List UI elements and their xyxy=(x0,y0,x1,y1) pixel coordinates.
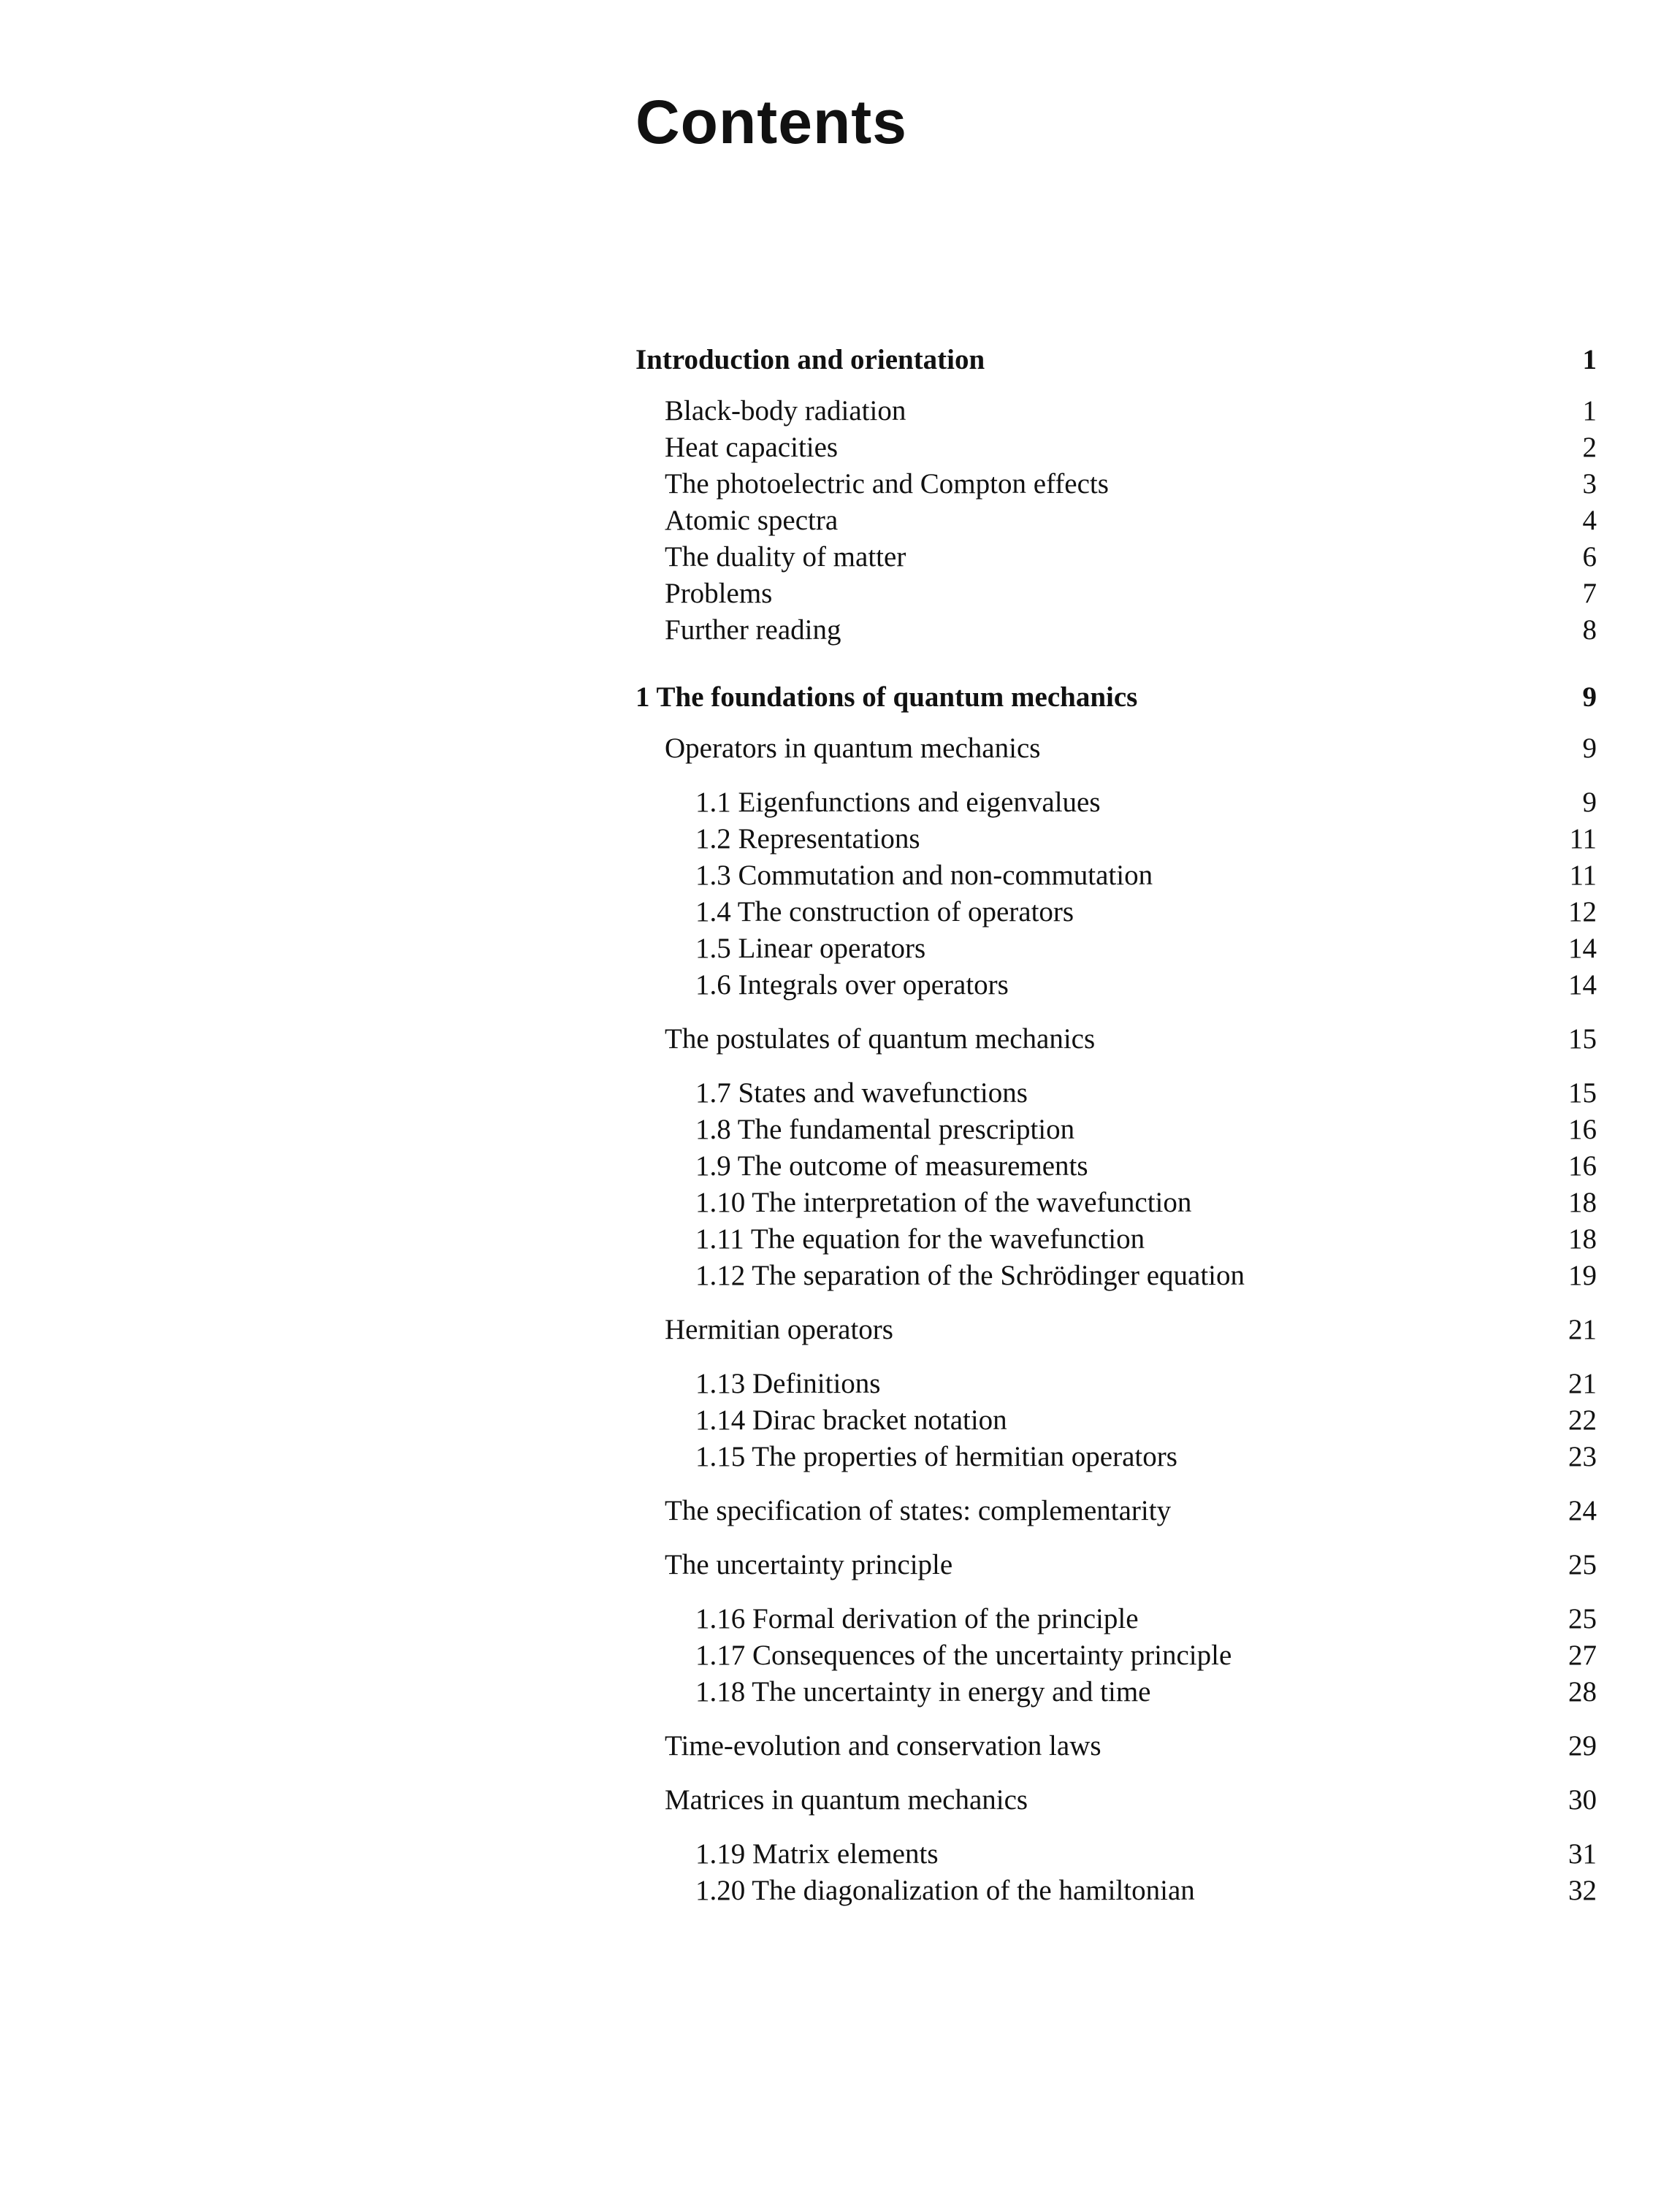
toc-entry-title: 1.10 The interpretation of the wavefunction xyxy=(695,1187,1192,1218)
toc-entry-page-number: 21 xyxy=(1568,1368,1597,1399)
toc-entry-page-number: 3 xyxy=(1582,468,1597,500)
toc-entry-page-number: 16 xyxy=(1568,1150,1597,1182)
toc-entry-section[interactable] xyxy=(635,429,1597,466)
toc-entry-sub[interactable] xyxy=(635,1221,1597,1258)
toc-entry-page-number: 30 xyxy=(1568,1784,1597,1816)
toc-entry-title: 1.7 States and wavefunctions xyxy=(695,1077,1028,1109)
toc-entry-page-number: 8 xyxy=(1582,614,1597,646)
toc-entry-page-number: 11 xyxy=(1569,860,1597,891)
toc-entry-sub[interactable] xyxy=(635,1185,1597,1221)
toc-entry-section[interactable] xyxy=(635,502,1597,539)
toc-entry-page-number: 24 xyxy=(1568,1495,1597,1526)
toc-entry-page-number: 29 xyxy=(1568,1730,1597,1762)
toc-entry-page-number: 23 xyxy=(1568,1441,1597,1472)
toc-entry-page-number: 7 xyxy=(1582,578,1597,609)
toc-entry-page-number: 22 xyxy=(1568,1404,1597,1436)
toc-entry-section[interactable] xyxy=(635,1728,1597,1764)
toc-entry-section[interactable] xyxy=(635,576,1597,612)
toc-entry-title: 1.15 The properties of hermitian operators xyxy=(695,1441,1177,1472)
toc-entry-title: The duality of matter xyxy=(665,541,906,573)
toc-entry-section[interactable] xyxy=(635,612,1597,649)
toc-entry-page-number: 14 xyxy=(1568,969,1597,1001)
toc-entry-section[interactable] xyxy=(635,1312,1597,1348)
toc-entry-part[interactable] xyxy=(635,679,1597,716)
toc-entry-page-number: 14 xyxy=(1568,933,1597,964)
toc-entry-page-number: 9 xyxy=(1582,733,1597,764)
toc-entry-sub[interactable] xyxy=(635,1674,1597,1710)
toc-entry-title: Problems xyxy=(665,578,773,609)
toc-entry-title: 1.14 Dirac bracket notation xyxy=(695,1404,1007,1436)
toc-entry-title: 1.9 The outcome of measurements xyxy=(695,1150,1088,1182)
toc-entry-section[interactable] xyxy=(635,730,1597,767)
toc-entry-page-number: 18 xyxy=(1568,1223,1597,1255)
toc-entry-sub[interactable] xyxy=(635,821,1597,857)
toc-entry-title: 1.19 Matrix elements xyxy=(695,1838,939,1870)
toc-entry-page-number: 15 xyxy=(1568,1023,1597,1055)
toc-entry-page-number: 28 xyxy=(1568,1676,1597,1708)
toc-entry-part[interactable] xyxy=(635,342,1597,378)
toc-entry-page-number: 16 xyxy=(1568,1114,1597,1145)
toc-entry-page-number: 2 xyxy=(1582,432,1597,463)
toc-entry-sub[interactable] xyxy=(635,1366,1597,1402)
toc-entry-page-number: 1 xyxy=(1582,344,1597,375)
toc-entry-section[interactable] xyxy=(635,539,1597,576)
toc-entry-title: 1.8 The fundamental prescription xyxy=(695,1114,1075,1145)
toc-entry-sub[interactable] xyxy=(635,1601,1597,1637)
toc-entry-sub[interactable] xyxy=(635,1873,1597,1909)
toc-entry-title: 1.2 Representations xyxy=(695,823,920,854)
toc-entry-title: Black-body radiation xyxy=(665,395,906,427)
toc-entry-page-number: 12 xyxy=(1568,896,1597,928)
toc-entry-page-number: 4 xyxy=(1582,505,1597,536)
toc-entry-section[interactable] xyxy=(635,393,1597,429)
toc-entry-sub[interactable] xyxy=(635,1637,1597,1674)
table-of-contents xyxy=(635,342,1597,1909)
toc-entry-title: 1.1 Eigenfunctions and eigenvalues xyxy=(695,787,1101,818)
toc-entry-page-number: 32 xyxy=(1568,1875,1597,1906)
toc-entry-page-number: 31 xyxy=(1568,1838,1597,1870)
toc-entry-title: Hermitian operators xyxy=(665,1314,893,1345)
toc-entry-title: 1.20 The diagonalization of the hamiltonian xyxy=(695,1875,1195,1906)
toc-entry-title: 1.11 The equation for the wavefunction xyxy=(695,1223,1145,1255)
toc-entry-sub[interactable] xyxy=(635,1402,1597,1439)
toc-entry-title: 1.12 The separation of the Schrödinger equation xyxy=(695,1260,1245,1291)
toc-entry-section[interactable] xyxy=(635,466,1597,502)
toc-entry-title: 1.16 Formal derivation of the principle xyxy=(695,1603,1139,1634)
toc-entry-page-number: 6 xyxy=(1582,541,1597,573)
toc-entry-title: 1.17 Consequences of the uncertainty principle xyxy=(695,1640,1232,1671)
toc-entry-section[interactable] xyxy=(635,1493,1597,1529)
toc-entry-sub[interactable] xyxy=(635,1258,1597,1294)
page-title: Contents xyxy=(635,88,907,156)
toc-entry-sub[interactable] xyxy=(635,894,1597,930)
toc-entry-title: 1 The foundations of quantum mechanics xyxy=(635,681,1138,713)
toc-entry-title: The postulates of quantum mechanics xyxy=(665,1023,1096,1055)
toc-entry-sub[interactable] xyxy=(635,1148,1597,1185)
toc-entry-sub[interactable] xyxy=(635,930,1597,967)
toc-entry-page-number: 27 xyxy=(1568,1640,1597,1671)
toc-entry-title: 1.5 Linear operators xyxy=(695,933,926,964)
toc-entry-title: Introduction and orientation xyxy=(635,344,985,375)
toc-entry-title: 1.3 Commutation and non-commutation xyxy=(695,860,1153,891)
toc-entry-page-number: 19 xyxy=(1568,1260,1597,1291)
toc-entry-page-number: 9 xyxy=(1582,681,1597,713)
toc-entry-sub[interactable] xyxy=(635,967,1597,1003)
toc-entry-sub[interactable] xyxy=(635,1836,1597,1873)
toc-entry-sub[interactable] xyxy=(635,1439,1597,1475)
toc-entry-title: 1.4 The construction of operators xyxy=(695,896,1074,928)
toc-entry-title: Operators in quantum mechanics xyxy=(665,733,1041,764)
toc-entry-title: 1.13 Definitions xyxy=(695,1368,881,1399)
toc-entry-title: Time-evolution and conservation laws xyxy=(665,1730,1101,1762)
toc-entry-title: 1.18 The uncertainty in energy and time xyxy=(695,1676,1151,1708)
toc-entry-section[interactable] xyxy=(635,1782,1597,1819)
toc-entry-page-number: 9 xyxy=(1582,787,1597,818)
toc-entry-page-number: 25 xyxy=(1568,1603,1597,1634)
toc-entry-section[interactable] xyxy=(635,1547,1597,1583)
toc-entry-page-number: 18 xyxy=(1568,1187,1597,1218)
toc-entry-title: 1.6 Integrals over operators xyxy=(695,969,1009,1001)
toc-entry-title: Heat capacities xyxy=(665,432,839,463)
toc-entry-title: The specification of states: complementarity xyxy=(665,1495,1172,1526)
toc-entry-sub[interactable] xyxy=(635,784,1597,821)
toc-entry-title: Atomic spectra xyxy=(665,505,839,536)
toc-entry-page-number: 25 xyxy=(1568,1549,1597,1580)
toc-entry-title: Matrices in quantum mechanics xyxy=(665,1784,1028,1816)
toc-entry-page-number: 15 xyxy=(1568,1077,1597,1109)
toc-entry-sub[interactable] xyxy=(635,857,1597,894)
toc-entry-section[interactable] xyxy=(635,1021,1597,1058)
toc-entry-page-number: 1 xyxy=(1582,395,1597,427)
toc-entry-page-number: 11 xyxy=(1569,823,1597,854)
toc-entry-title: The photoelectric and Compton effects xyxy=(665,468,1109,500)
toc-entry-title: The uncertainty principle xyxy=(665,1549,953,1580)
toc-entry-page-number: 21 xyxy=(1568,1314,1597,1345)
toc-entry-title: Further reading xyxy=(665,614,841,646)
toc-entry-sub[interactable] xyxy=(635,1075,1597,1112)
toc-entry-sub[interactable] xyxy=(635,1112,1597,1148)
